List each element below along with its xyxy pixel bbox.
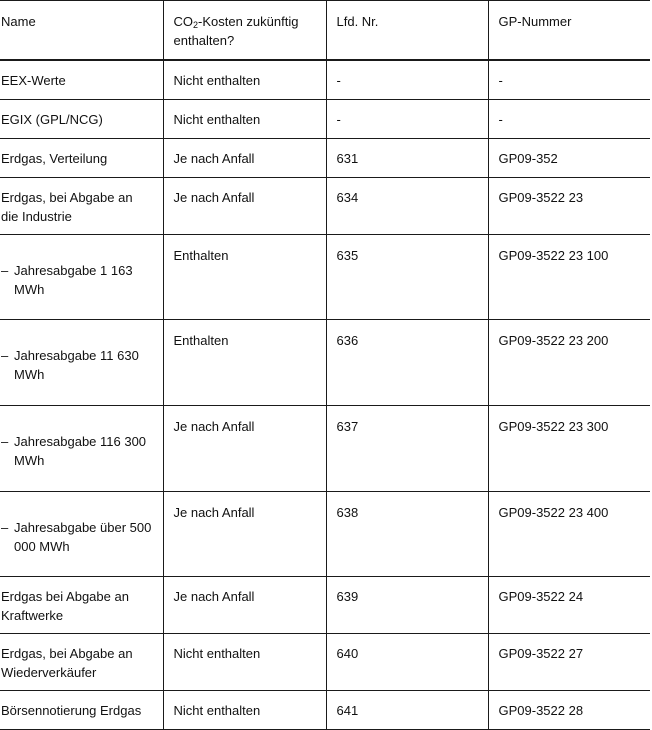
cell-gp-nummer: GP09-3522 23 300 [488, 406, 650, 492]
cell-lfd-nr: - [326, 60, 488, 100]
cell-gp-nummer: GP09-3522 23 100 [488, 235, 650, 320]
table-row [0, 320, 650, 406]
cell-co2: Nicht enthalten [163, 691, 326, 730]
table-row [0, 100, 650, 139]
table-row [0, 406, 650, 492]
cell-name: Erdgas, bei Abgabe an Wiederverkäufer [0, 634, 163, 691]
cell-co2: Enthalten [163, 320, 326, 406]
table-row [0, 634, 650, 691]
cell-name-text: Jahresabgabe 1 163 MWh [14, 263, 133, 297]
header-co2-costs [163, 1, 326, 61]
subitem-dash: – [1, 520, 9, 535]
table-row [0, 691, 650, 730]
cell-gp-nummer: GP09-3522 23 200 [488, 320, 650, 406]
table-header-row [0, 1, 650, 61]
cell-name: Erdgas, bei Abgabe an die Industrie [0, 178, 163, 235]
table-row [0, 235, 650, 320]
cell-gp-nummer: GP09-3522 24 [488, 577, 650, 634]
header-gp-nummer: GP-Nummer [488, 1, 650, 61]
cell-name: EEX-Werte [0, 60, 163, 100]
cell-co2: Je nach Anfall [163, 178, 326, 235]
cell-gp-nummer: GP09-3522 23 [488, 178, 650, 235]
cell-lfd-nr: 640 [326, 634, 488, 691]
cell-lfd-nr: 641 [326, 691, 488, 730]
cell-name-text: Jahresabgabe 116 300 MWh [14, 434, 147, 468]
cell-gp-nummer: GP09-3522 23 400 [488, 492, 650, 577]
cell-name [0, 492, 163, 577]
cell-gp-nummer: - [488, 100, 650, 139]
cell-name: EGIX (GPL/NCG) [0, 100, 163, 139]
cell-name-text: Jahresabgabe über 500 000 MWh [14, 520, 152, 554]
cell-gp-nummer: GP09-352 [488, 139, 650, 178]
subitem-dash: – [1, 263, 9, 278]
cell-lfd-nr: 636 [326, 320, 488, 406]
cell-name [0, 235, 163, 320]
header-co2-suffix: -Kosten zukünftig enthalten? [173, 14, 299, 48]
cell-gp-nummer: GP09-3522 27 [488, 634, 650, 691]
header-name: Name [0, 1, 163, 61]
cell-lfd-nr: 635 [326, 235, 488, 320]
cell-name: Erdgas, Verteilung [0, 139, 163, 178]
cell-co2: Je nach Anfall [163, 577, 326, 634]
cell-co2: Je nach Anfall [163, 139, 326, 178]
table-row [0, 60, 650, 100]
cell-name: Börsennotierung Erdgas [0, 691, 163, 730]
cell-co2: Je nach Anfall [163, 492, 326, 577]
cell-co2: Enthalten [163, 235, 326, 320]
cell-gp-nummer: GP09-3522 28 [488, 691, 650, 730]
cell-name-text: Jahresabgabe 11 630 MWh [14, 348, 139, 382]
cell-lfd-nr: 639 [326, 577, 488, 634]
table-row [0, 178, 650, 235]
cell-lfd-nr: 637 [326, 406, 488, 492]
subitem-dash: – [1, 434, 9, 449]
cell-lfd-nr: 638 [326, 492, 488, 577]
cell-co2: Nicht enthalten [163, 100, 326, 139]
table-row [0, 139, 650, 178]
table-row [0, 577, 650, 634]
cell-co2: Nicht enthalten [163, 60, 326, 100]
cell-name: Erdgas bei Abgabe an Kraftwerke [0, 577, 163, 634]
cell-lfd-nr: - [326, 100, 488, 139]
cell-co2: Je nach Anfall [163, 406, 326, 492]
cell-name [0, 320, 163, 406]
header-co2-prefix: CO [173, 14, 193, 29]
cell-lfd-nr: 634 [326, 178, 488, 235]
header-lfd-nr: Lfd. Nr. [326, 1, 488, 61]
subitem-dash: – [1, 348, 9, 363]
table-row [0, 492, 650, 577]
cell-name [0, 406, 163, 492]
cell-lfd-nr: 631 [326, 139, 488, 178]
cell-gp-nummer: - [488, 60, 650, 100]
cell-co2: Nicht enthalten [163, 634, 326, 691]
header-co2-subscript: 2 [193, 20, 199, 30]
